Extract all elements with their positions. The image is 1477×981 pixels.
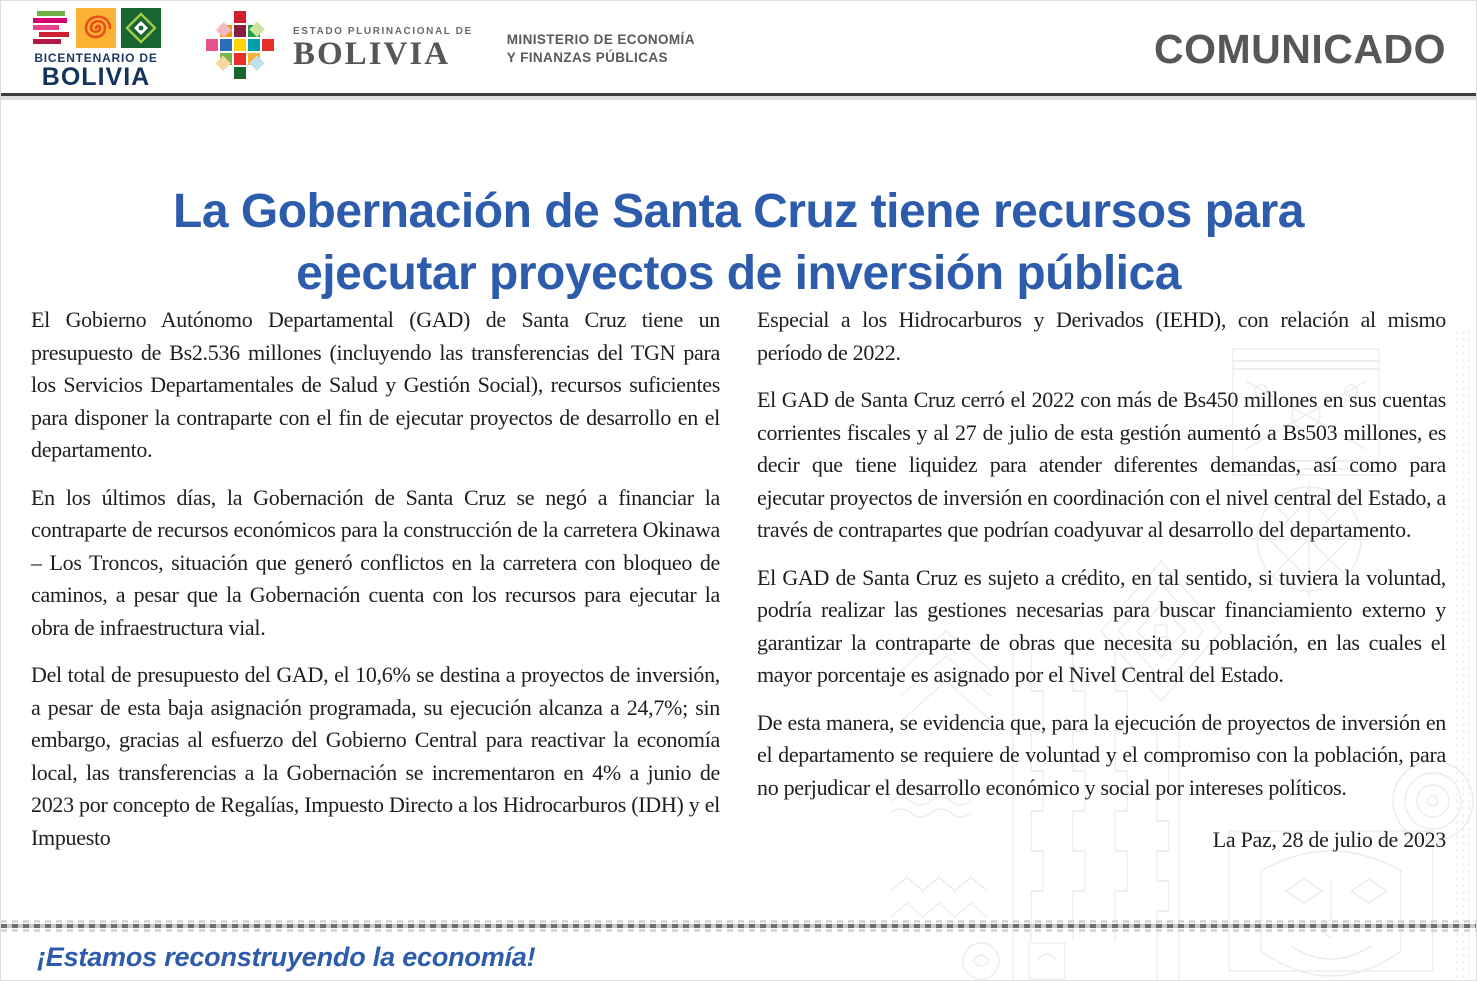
- article-body: [31, 304, 1446, 869]
- ministry-name: [507, 31, 695, 67]
- wiphala-mosaic-cross-icon: [203, 7, 277, 92]
- bicentenario-label: BICENTENARIO DE: [34, 51, 158, 65]
- paragraph: Del total de presupuesto del GAD, el 10,6% se destina a proyectos de inversión, a pesar de esta baja asignación programada, su ejecución alcanza a 24,7%; sin embargo, gracias al esfuerzo del Gobierno Central para reactivar la economía local, las transferencias a la Gobernación se incrementaron en 4% a junio de 2023 por concepto de Regalías, Impuesto Directo a los Hidrocarburos (IDH) y el Impuesto: [31, 662, 720, 850]
- paragraph: El GAD de Santa Cruz cerró el 2022 con más de Bs450 millones en sus cuentas corrientes fiscales y al 27 de julio de esta gestión aumentó a Bs503 millones, es decir que tiene liquidez para atender diferentes demandas, así como para ejecutar proyectos de inversión en coordinación con el nivel central del Estado, a través de contrapartes que podrían coadyuvar al desarrollo del departamento.: [757, 387, 1446, 542]
- paragraph: El GAD de Santa Cruz es sujeto a crédito, en tal sentido, si tuviera la voluntad, podría realizar las gestiones necesarias para buscar financiamiento externo y garantizar la contraparte de obras que necesita su población, en las cuales el mayor porcentaje es asignado por el Nivel Central del Estado.: [757, 564, 1446, 687]
- bicentenario-tile-0-spiral-icon: [76, 8, 116, 48]
- bicentenario-tile-0-diamond-icon: [121, 8, 161, 48]
- footer: [1, 920, 1476, 980]
- dateline: La Paz, 28 de julio de 2023: [1212, 827, 1446, 852]
- bicentenario-200-tiles-icon: [31, 8, 161, 48]
- paragraph: De esta manera, se evidencia que, para la ejecución de proyectos de inversión en el departamento se requiere de voluntad y el compromiso con la población, para no perjudicar el desarrollo económico y social por intereses políticos.: [757, 709, 1446, 800]
- page-title-line1: La Gobernación de Santa Cruz tiene recursos para: [173, 185, 1304, 239]
- page-title: [41, 181, 1436, 305]
- bicentenario-tile-2-icon: [31, 8, 71, 48]
- bicentenario-logo: [31, 8, 161, 90]
- paragraph: El Gobierno Autónomo Departamental (GAD) de Santa Cruz tiene un presupuesto de Bs2.536 millones (incluyendo las transferencias del TGN para los Servicios Departamentales de Salud y Gestión Social), recursos suficientes para disponer la contraparte con el fin de ejecutar proyectos de desarrollo en el departamento.: [31, 307, 720, 462]
- right-column: [757, 304, 1446, 869]
- ministry-line2: Y FINANZAS PÚBLICAS: [506, 50, 668, 65]
- footer-slogan: ¡Estamos reconstruyendo la economía!: [37, 942, 536, 972]
- header: [1, 1, 1476, 96]
- woven-band-divider-icon: [1, 920, 1476, 932]
- estado-plurinacional-logo: [293, 26, 473, 72]
- paragraph: En los últimos días, la Gobernación de Santa Cruz se negó a financiar la contraparte de recursos económicos para la construcción de la carretera Okinawa – Los Troncos, situación que generó conflictos en la carretera con bloqueo de caminos, a pesar que la Gobernación cuenta con los recursos para ejecutar la obra de infraestructura vial.: [31, 484, 720, 640]
- document-type-label: COMUNICADO: [1154, 25, 1446, 72]
- ministry-line1: MINISTERIO DE ECONOMÍA: [506, 31, 695, 47]
- estado-plurinacional-label: ESTADO PLURINACIONAL DE: [293, 26, 473, 38]
- paragraph: Especial a los Hidrocarburos y Derivados (IEHD), con relación al mismo período de 2022.: [757, 307, 1446, 365]
- left-column: [31, 304, 720, 869]
- bicentenario-bolivia-label: BOLIVIA: [41, 63, 151, 91]
- page-title-line2: ejecutar proyectos de inversión pública: [296, 247, 1181, 301]
- estado-bolivia-label: BOLIVIA: [293, 36, 451, 73]
